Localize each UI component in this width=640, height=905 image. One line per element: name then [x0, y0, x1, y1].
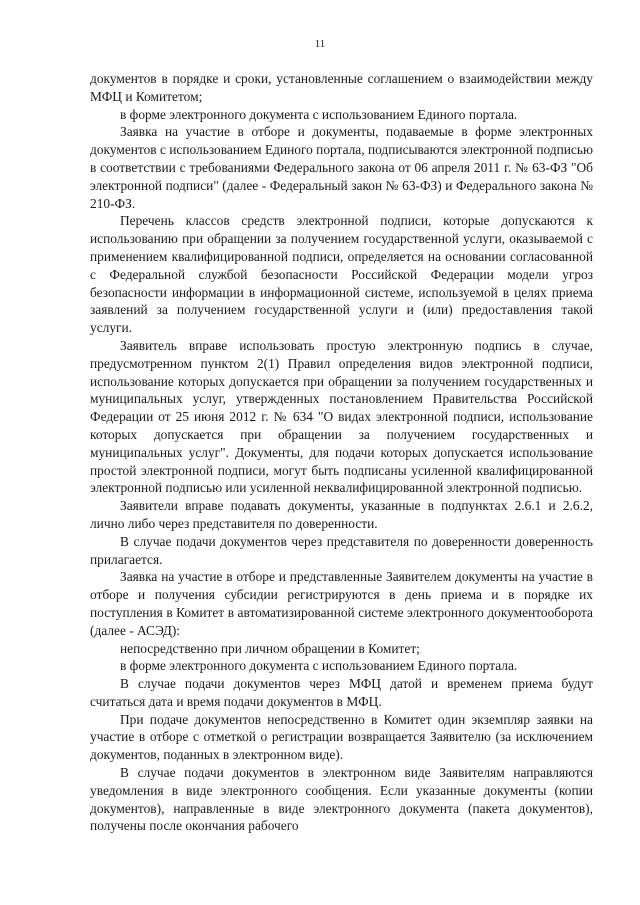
paragraph-continuation: документов в порядке и сроки, установленные соглашением о взаимодействии между МФЦ и Комитетом; — [90, 71, 593, 104]
paragraph: непосредственно при личном обращении в Комитет; — [120, 640, 420, 656]
paragraph: Заявитель вправе использовать простую электронную подпись в случае, предусмотренном пунктом 2(1) Правил определения видов электронной подписи, использование которых допускается при обращении за получением государственных и муниципальных услуг, утвержденных постановлением Правительства Российской Федерации от 25 июня 2012 г. № 634 "О видах электронной подписи, использование которых допускается при обращении за получением государственных и муниципальных услуг". Документы, для подачи которых допускается использование простой электронной подписи, могут быть подписаны усиленной квалифицированной электронной подписью или усиленной неквалифицированной электронной подписью. — [90, 337, 593, 496]
paragraph: В случае подачи документов через МФЦ датой и временем приема будут считаться дата и время подачи документов в МФЦ. — [90, 676, 593, 709]
paragraph: Заявка на участие в отборе и документы, подаваемые в форме электронных документов с использованием Единого портала, подписываются электронной подписью в соответствии с требованиями Федерального закона от 06 апреля 2011 г. № 63-ФЗ "Об электронной подписи" (далее - Федеральный закон № 63-ФЗ) и Федерального закона № 210-ФЗ. — [90, 124, 593, 211]
paragraph: При подаче документов непосредственно в Комитет один экземпляр заявки на участие в отборе с отметкой о регистрации возвращается Заявителю (за исключением документов, поданных в электронном виде). — [90, 711, 593, 763]
paragraph: Перечень классов средств электронной подписи, которые допускаются к использованию при обращении за получением государственной услуги, оказываемой с применением квалифицированной подписи, определяется на основании согласованной с Федеральной службой безопасности Российской Федерации модели угроз безопасности информации в информационной системе, используемой в целях приема заявлений за получением государственной услуги и (или) предоставления такой услуги. — [90, 213, 593, 336]
document-body — [90, 70, 593, 835]
paragraph: в форме электронного документа с использованием Единого портала. — [120, 658, 518, 674]
paragraph: в форме электронного документа с использованием Единого портала. — [120, 106, 518, 122]
paragraph: В случае подачи документов через представителя по доверенности доверенность прилагается. — [90, 533, 593, 567]
paragraph: Заявка на участие в отборе и представленные Заявителем документы на участие в отборе и получения субсидии регистрируются в день приема и в порядке их поступления в Комитет в автоматизированной системе электронного документооборота (далее - АСЭД): — [90, 569, 593, 638]
page-number: 11 — [314, 38, 326, 50]
paragraph: В случае подачи документов в электронном виде Заявителям направляются уведомления в виде электронного сообщения. Если указанные документы (копии документов), направленные в виде электронного документа (пакета документов), получены после окончания рабочего — [90, 765, 593, 834]
paragraph: Заявители вправе подавать документы, указанные в подпунктах 2.6.1 и 2.6.2, лично либо через представителя по доверенности. — [90, 498, 593, 531]
